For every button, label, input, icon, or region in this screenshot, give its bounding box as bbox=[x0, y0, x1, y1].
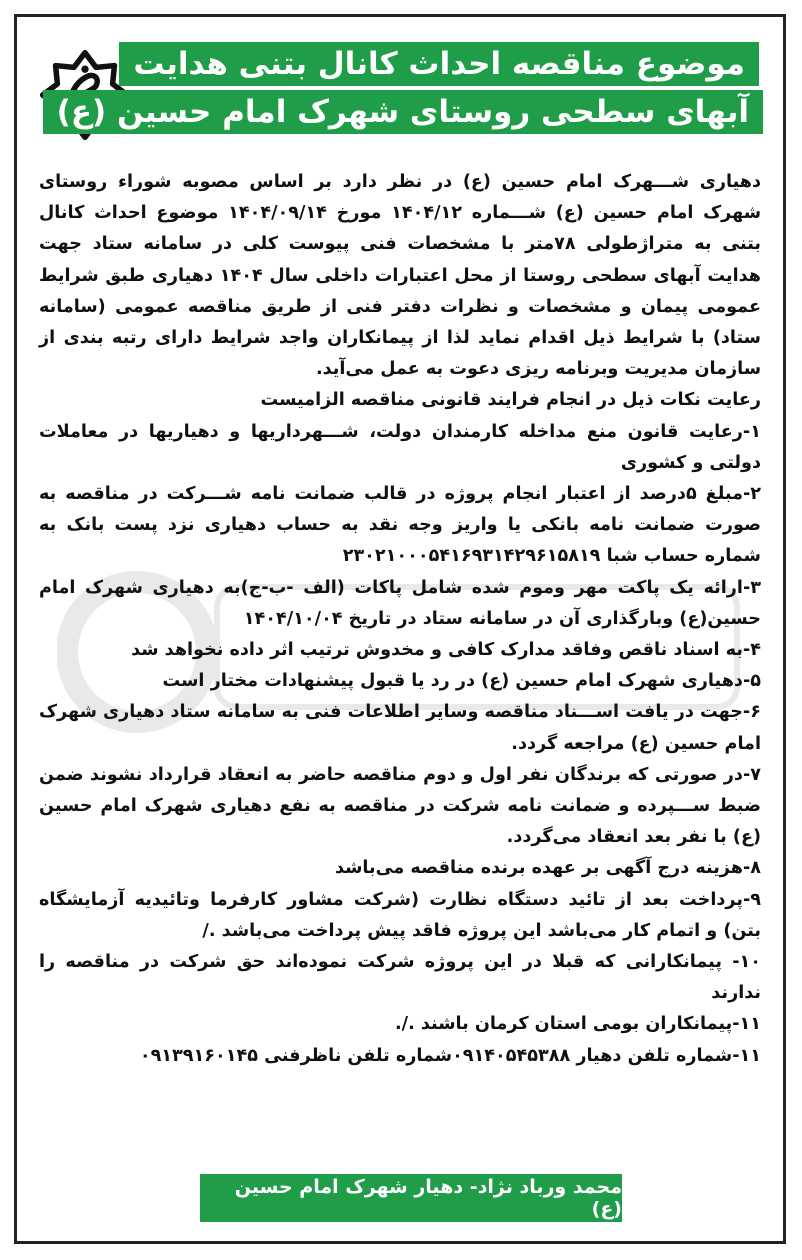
condition-item-7: ۷-در صورتی که برندگان نفر اول و دوم مناقصه حاضر به انعقاد قرارداد نشوند ضمن ضبط ســـپرده و ضمانت نامه شرکت در مناقصه به نفع دهیاری شهرک امام حسین (ع) با نفر بعد انعقاد می‌گردد. bbox=[39, 764, 761, 848]
condition-item-8: ۸-هزینه درج آگهی بر عهده برنده مناقصه می‌باشد bbox=[334, 858, 761, 879]
contact-phones: ۱۱-شماره تلفن دهیار ۰۹۱۴۰۵۴۵۳۸۸شماره تلفن ناظرفنی ۰۹۱۳۹۱۶۰۱۴۵ bbox=[139, 1045, 761, 1066]
condition-item-2: ۲-مبلغ ۵درصد از اعتبار انجام پروژه در قالب ضمانت نامه شـــرکت در مناقصه به صورت ضمانت نامه بانکی یا واریز وجه نقد به حساب دهیاری نزد پست بانک به شماره حساب شبا ۲۳۰۲۱۰۰۰۵۴۱۶۹۳۱۴۲۹۶۱۵۸۱۹ bbox=[39, 484, 762, 567]
condition-item-5: ۵-دهیاری شهرک امام حسین (ع) در رد یا قبول پیشنهادات مختار است bbox=[162, 671, 761, 692]
title-line-2: آبهای سطحی روستای شهرک امام حسین (ع) bbox=[43, 90, 763, 134]
notice-body bbox=[39, 167, 761, 1072]
condition-item-4: ۴-به اسناد ناقص وفاقد مدارک کافی و مخدوش ترتیب اثر داده نخواهد شد bbox=[131, 640, 761, 661]
condition-item-3: ۳-ارائه یک پاکت مهر وموم شده شامل پاکات (الف -ب-ج)به دهیاری شهرک امام حسین(ع) وبارگذاری آن در سامانه ستاد در تاریخ ۱۴۰۴/۱۰/۰۴ bbox=[39, 577, 761, 629]
notice-title bbox=[56, 42, 759, 138]
title-line-1: موضوع مناقصه احداث کانال بتنی هدایت bbox=[119, 42, 759, 86]
notice-frame bbox=[14, 14, 786, 1244]
conditions-heading: رعایت نکات ذیل در انجام فرایند قانونی مناقصه الزامیست bbox=[260, 390, 761, 411]
signature-box: محمد ورباد نژاد- دهیار شهرک امام حسین (ع) bbox=[200, 1174, 622, 1222]
intro-paragraph: دهیاری شـــهرک امام حسین (ع) در نظر دارد بر اساس مصوبه شوراء روستای شهرک امام حسین (ع) شـــماره ۱۴۰۴/۱۲ مورخ ۱۴۰۴/۰۹/۱۴ موضوع احداث کانال بتنی به متراژطولی ۷۸متر با مشخصات فنی پیوست کلی در سامانه ستاد جهت هدایت آبهای سطحی روستا از محل اعتبارات داخلی سال ۱۴۰۴ دهیاری طبق شرایط عمومی پیمان و مشخصات و نظرات دفتر فنی از طریق مناقصه عمومی (سامانه ستاد) با شرایط ذیل اقدام نماید لذا از پیمانکاران واجد شرایط دارای رتبه بندی از سازمان مدیریت وبرنامه ریزی دعوت به عمل می‌آید. bbox=[39, 172, 762, 380]
condition-item-10: ۱۰- پیمانکارانی که قبلا در این پروژه شرکت نموده‌اند حق شرکت در مناقصه را ندارند bbox=[39, 952, 761, 1004]
condition-item-9: ۹-پرداخت بعد از تائید دستگاه نظارت (شرکت مشاور کارفرما وتائیدیه آزمایشگاه بتن) و اتمام کار می‌باشد این پروژه فاقد پیش پرداخت می‌باشد ./ bbox=[39, 889, 761, 941]
condition-item-11: ۱۱-پیمانکاران بومی استان کرمان باشند ./. bbox=[394, 1014, 761, 1035]
notice-header bbox=[17, 17, 789, 177]
condition-item-6: ۶-جهت در یافت اســـناد مناقصه وسایر اطلاعات فنی به سامانه ستاد دهیاری شهرک امام حسین (ع) مراجعه گردد. bbox=[39, 702, 761, 754]
condition-item-1: ۱-رعایت قانون منع مداخله کارمندان دولت، شـــهرداریها و دهیاریها در معاملات دولتی و کشوری bbox=[39, 421, 761, 473]
